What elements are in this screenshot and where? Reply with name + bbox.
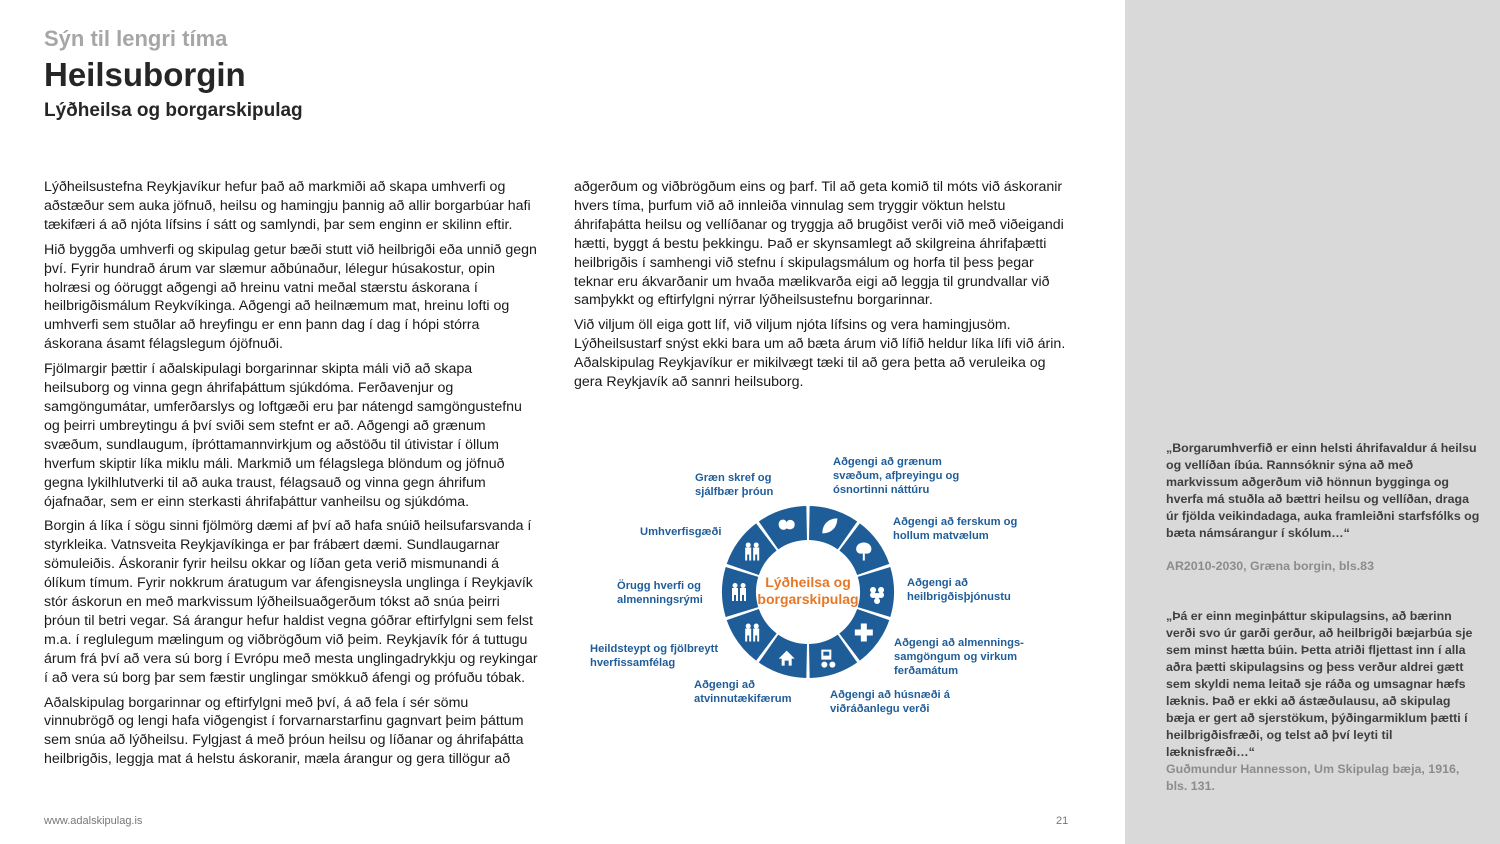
paragraph: Lýðheilsustefna Reykjavíkur hefur það að markmiði að skapa umhverfi og aðstæður sem auka jöfnuð, heilsu og hamingju þannig að allir borgarbúar hafi tækifæri á að njóta lífsins í sátt og samlyndi, þar sem enginn er skilinn eftir.	[44, 179, 531, 233]
label-fresh-food: Aðgengi að ferskum og hollum matvælum	[893, 516, 1018, 542]
wheel-center-line: borgarskipulag	[757, 591, 859, 607]
paragraph: Aðalskipulag borgarinnar og eftirfylgni með því, á að fela í sér sömu vinnubrögð og lengi hafa viðgengist í forvarnarstarfinu gagnvart þeim þáttum sem snúa að lýðheilsu. Fylgjast á með þróun heilsu og líðanar og áhrifaþátta heilbrigðis, leggja mat á helstu áskoranir, mæla árangur og gera tillögur að	[44, 694, 524, 768]
label-healthcare: Aðgengi að heilbrigðisþjónustu	[907, 577, 1011, 603]
wheel-center-label	[740, 574, 876, 608]
body-column-left	[44, 178, 538, 775]
page-title: Heilsuborgin	[44, 56, 246, 93]
label-community: Heildsteypt og fjölbreytt hverfissamfélag	[590, 643, 719, 669]
paragraph: Við viljum öll eiga gott líf, við viljum njóta lífsins og vera hamingjusöm. Lýðheilsustarf snýst ekki bara um að bæta árum við lífið heldur líka lífi við árin. Aðalskipulag Reykjavíkur er mikilvægt tæki til að gera þetta að veruleika og gera Reykjavík að sannri heilsuborg.	[574, 317, 1066, 391]
label-jobs: Aðgengi að atvinnutækifærum	[694, 679, 792, 705]
footer-url[interactable]: www.adalskipulag.is	[44, 815, 143, 827]
paragraph: Fjölmargir þættir í aðalskipulagi borgarinnar skipta máli við að skapa heilsuborg og vinna gegn áhrifaþáttum sjúkdóma. Ferðavenjur og samgöngumátar, umferðarslys og loftgæði eru þar nátengd samgöngustefnu og þeirri umbreytingu á því sviði sem stefnt er að. Aðgengi að grænum svæðum, sundlaugum, íþróttamannvirkjum og aðstöðu til útivistar í öllum hverfum skiptir líka miklu máli. Markmið um félagslega blöndum og jöfnuð gegna lykilhlutverki til að auka traust, félagsauð og vinna gegn áhrifum ójafnaðar, sem er einn sterkasti áhrifaþáttur vanheilsu og sjúkdóma.	[44, 361, 522, 510]
sidebar-quote-source: AR2010-2030, Græna borgin, bls.83	[1166, 559, 1374, 573]
sidebar-quote: „Þá er einn meginþáttur skipulagsins, að bærinn verði svo úr garði gerður, að heilbrigði bæjarbúa sje sem minst hætta búin. Þetta atriði fljettast inn í alla aðra þætti skipulagsins og þess verður aldrei gætt sem skyldi nema leitað sje ráða og umsagnar hæfs læknis. Það er ekki að ástæðulausu, að skipulag bæja er gert að sjerstökum, þýðingarmiklum þætti í heilbrigðisfræði, og telst að því leyti til læknisfræði…“	[1166, 609, 1473, 759]
sidebar-quote: „Borgarumhverfið er einn helsti áhrifavaldur á heilsu og vellíðan íbúa. Rannsóknir sýna að með markvissum aðgerðum við hönnun bygginga og hverfa má stuðla að bættri heilsu og vellíðan, draga úr fjölda veikindadaga, auka framleiðni starfsfólks og bæta námsárangur í skólum…“	[1166, 441, 1480, 540]
page-kicker: Sýn til lengri tíma	[44, 26, 228, 51]
page-subtitle: Lýðheilsa og borgarskipulag	[44, 100, 303, 121]
label-public-space: Örugg hverfi og almenningsrými	[617, 580, 703, 606]
sidebar-quote-source: Guðmundur Hannesson, Um Skipulag bæja, 1916, bls. 131.	[1166, 762, 1460, 793]
paragraph: Borgin á líka í sögu sinni fjölmörg dæmi af því að hafa snúið heilsufarsvanda í styrkleika. Vatnsveita Reykjavíkinga er þar frábært dæmi. Sundlaugarnar sömuleiðis. Áskoranir fyrir heilsu okkar og líðan geta verið mismunandi á ólíkum tímum. Fyrir nokkrum áratugum var áfengisneysla unglinga í Reykjavík stór áskorun en með markvissum lýðheilsuaðgerðum tókst að snúa þeirri þróun til betri vegar. Sá árangur hefur haldist vegna góðrar eftirfylgni sem felst m.a. í reglulegum mælingum og viðbrögðum við þeim. Reykjavík fór á tuttugu árum frá því að vera sú borg í Evrópu með mesta unglingadrykkju og reykingar í að vera sú borg þar sem fæstir unglingar smökkuð áfengi og prófuðu tóbak.	[44, 518, 538, 686]
label-green-steps: Græn skref og sjálfbær þróun	[695, 472, 774, 498]
page-number: 21	[1056, 815, 1069, 827]
wheel-center-line: Lýðheilsa og	[765, 574, 851, 590]
label-housing: Aðgengi að húsnæði á viðráðanlegu verði	[830, 689, 950, 715]
label-transport: Aðgengi að almennings- samgöngum og virkum ferðamátum	[894, 637, 1024, 677]
paragraph: aðgerðum og viðbrögðum eins og þarf. Til að geta komið til móts við áskoranir hvers tíma, þurfum við að innleiða vinnulag sem tryggir vöktun helstu áhrifaþátta heilsu og vellíðanar og tryggja að brugðist verði við með viðeigandi hætti, byggt á bestu þekkingu. Það er skynsamlegt að skilgreina áhrifaþætti heilbrigðis í samhengi við stefnu í skipulagsmálum og horfa til þess þegar teknar eru ákvarðanir um hvaða mælikvarða eigi að leggja til grundvallar við samþykkt og eftirfylgni nýrrar lýðheilsustefnu borgarinnar.	[574, 179, 1064, 309]
label-environment: Umhverfisgæði	[640, 526, 722, 538]
label-green-areas: Aðgengi að grænum svæðum, afþreyingu og ósnortinni náttúru	[833, 456, 960, 496]
body-column-right	[574, 178, 1070, 398]
paragraph: Hið byggða umhverfi og skipulag getur bæði stutt við heilbrigði eða unnið gegn því. Fyrir hundrað árum var slæmur aðbúnaður, lélegur húsakostur, opin holræsi og óöruggt aðgengi að hreinu vatni meðal stærstu áskorana í heilbrigðismálum Reykvíkinga. Aðgengi að heilnæmum mat, hreinu lofti og umhverfi sem stuðlar að hreyfingu er enn þann dag í dag í hópi stórra áskorana ásamt félagslegum ójöfnuði.	[44, 241, 537, 353]
